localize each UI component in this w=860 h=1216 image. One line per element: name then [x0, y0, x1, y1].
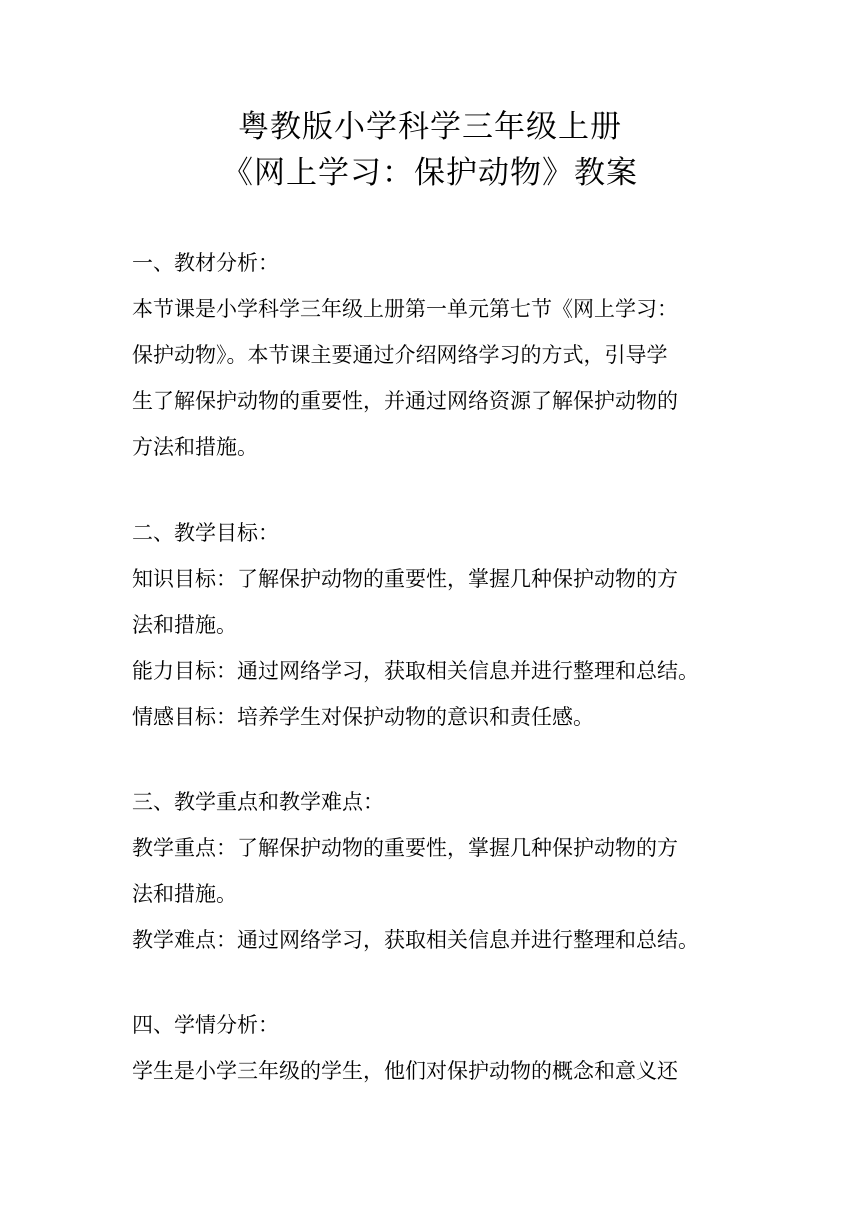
- paragraph-line: 能力目标：通过网络学习，获取相关信息并进行整理和总结。: [132, 659, 699, 683]
- section-student-analysis: [132, 1002, 732, 1094]
- paragraph-line: 教学难点：通过网络学习，获取相关信息并进行整理和总结。: [132, 928, 699, 952]
- document-title-line-1: 粤教版小学科学三年级上册: [238, 109, 622, 145]
- section-heading: 二、教学目标：: [132, 521, 279, 545]
- paragraph-line: 方法和措施。: [132, 435, 258, 459]
- paragraph-line: 知识目标：了解保护动物的重要性，掌握几种保护动物的方: [132, 567, 678, 591]
- paragraph-line: 本节课是小学科学三年级上册第一单元第七节《网上学习：: [132, 297, 678, 321]
- section-heading: 三、教学重点和教学难点：: [132, 790, 384, 814]
- paragraph-line: 保护动物》。本节课主要通过介绍网络学习的方式，引导学: [132, 343, 668, 367]
- paragraph-line: 情感目标：培养学生对保护动物的意识和责任感。: [132, 705, 594, 729]
- paragraph-line: 学生是小学三年级的学生，他们对保护动物的概念和意义还: [132, 1059, 678, 1083]
- section-heading: 一、教材分析：: [132, 251, 279, 275]
- document-title-line-2: 《网上学习：保护动物》教案: [222, 155, 638, 191]
- section-key-and-difficult-points: [132, 779, 732, 963]
- section-textbook-analysis: [132, 240, 732, 470]
- section-teaching-objectives: [132, 510, 732, 740]
- paragraph-line: 法和措施。: [132, 613, 237, 637]
- paragraph-line: 生了解保护动物的重要性，并通过网络资源了解保护动物的: [132, 389, 678, 413]
- paragraph-line: 教学重点：了解保护动物的重要性，掌握几种保护动物的方: [132, 836, 678, 860]
- section-heading: 四、学情分析：: [132, 1013, 279, 1037]
- paragraph-line: 法和措施。: [132, 882, 237, 906]
